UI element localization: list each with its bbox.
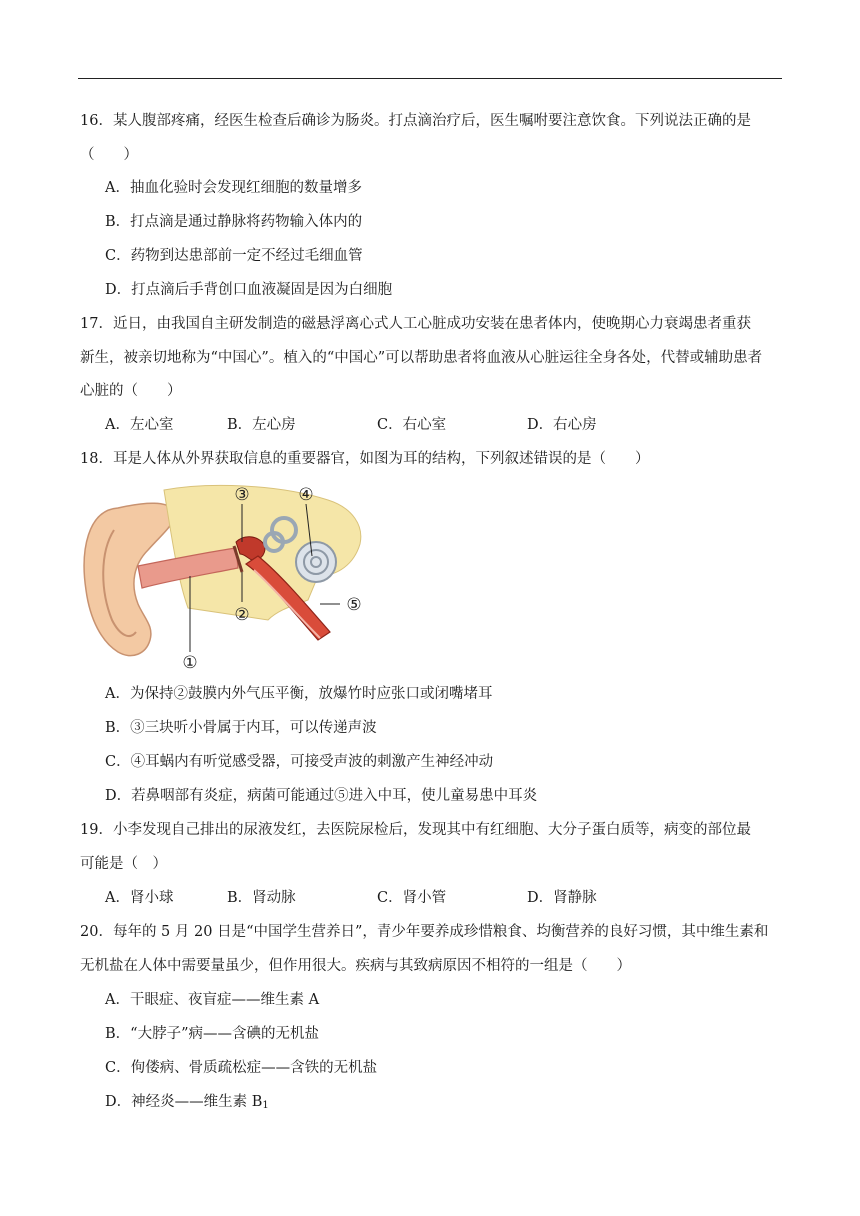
- q18-option-b: B．③三块听小骨属于内耳，可以传递声波: [105, 720, 377, 736]
- q20-option-d: [105, 1092, 269, 1116]
- q19-stem-line2: 可能是（ ）: [80, 856, 167, 872]
- figure-label-4: ④: [298, 485, 314, 505]
- q17-option-a: A．左心室: [105, 417, 174, 433]
- figure-label-5: ⑤: [346, 595, 362, 615]
- q16-option-b: B．打点滴是通过静脉将药物输入体内的: [105, 214, 363, 230]
- q20-stem-line1: 20．每年的 5 月 20 日是“中国学生营养日”，青少年要养成珍惜粮食、均衡营养的良好习惯，其中维生素和: [80, 924, 769, 940]
- q20-option-d-subscript: 1: [262, 1100, 269, 1111]
- q18-option-a: A．为保持②鼓膜内外气压平衡，放爆竹时应张口或闭嘴堵耳: [105, 686, 493, 702]
- q20-option-d-text: D．神经炎——维生素 B: [105, 1094, 263, 1110]
- q19-option-b: B．肾动脉: [227, 890, 296, 906]
- q16-option-a: A．抽血化验时会发现红细胞的数量增多: [105, 180, 362, 196]
- q18-option-c: C．④耳蜗内有听觉感受器，可接受声波的刺激产生神经冲动: [105, 754, 494, 770]
- q20-option-b: B．“大脖子”病——含碘的无机盐: [105, 1026, 319, 1042]
- figure-label-2: ②: [234, 605, 250, 625]
- q17-stem-line3: 心脏的（ ）: [80, 383, 182, 399]
- q17-option-b: B．左心房: [227, 417, 296, 433]
- q16-option-d: D．打点滴后手背创口血液凝固是因为白细胞: [105, 282, 393, 298]
- q16-stem-line1: 16．某人腹部疼痛，经医生检查后确诊为肠炎。打点滴治疗后，医生嘱咐要注意饮食。下列说法正确的是: [80, 113, 751, 129]
- q19-option-a: A．肾小球: [105, 890, 174, 906]
- figure-label-3: ③: [234, 485, 250, 505]
- q16-option-c: C．药物到达患部前一定不经过毛细血管: [105, 248, 363, 264]
- q17-option-c: C．右心室: [377, 417, 447, 433]
- q20-option-c: C．佝偻病、骨质疏松症——含铁的无机盐: [105, 1060, 378, 1076]
- ear-structure-figure: [78, 480, 378, 670]
- q20-option-a: A．干眼症、夜盲症——维生素 A: [105, 992, 320, 1008]
- q18-stem-line1: 18．耳是人体从外界获取信息的重要器官，如图为耳的结构，下列叙述错误的是（ ）: [80, 451, 650, 467]
- q19-stem-line1: 19．小李发现自己排出的尿液发红，去医院尿检后，发现其中有红细胞、大分子蛋白质等，病变的部位最: [80, 822, 751, 838]
- q17-stem-line2: 新生，被亲切地称为“中国心”。植入的“中国心”可以帮助患者将血液从心脏运往全身各处，代替或辅助患者: [80, 350, 763, 366]
- header-rule: [78, 78, 782, 79]
- figure-label-1: ①: [182, 653, 198, 670]
- q17-stem-line1: 17．近日，由我国自主研发制造的磁悬浮离心式人工心脏成功安装在患者体内，使晚期心力衰竭患者重获: [80, 316, 751, 332]
- q19-option-d: D．肾静脉: [527, 890, 597, 906]
- q19-option-c: C．肾小管: [377, 890, 447, 906]
- q18-option-d: D．若鼻咽部有炎症，病菌可能通过⑤进入中耳，使儿童易患中耳炎: [105, 788, 538, 804]
- q17-option-d: D．右心房: [527, 417, 597, 433]
- q20-stem-line2: 无机盐在人体中需要量虽少，但作用很大。疾病与其致病原因不相符的一组是（ ）: [80, 958, 631, 974]
- q16-stem-line2: （ ）: [80, 147, 138, 163]
